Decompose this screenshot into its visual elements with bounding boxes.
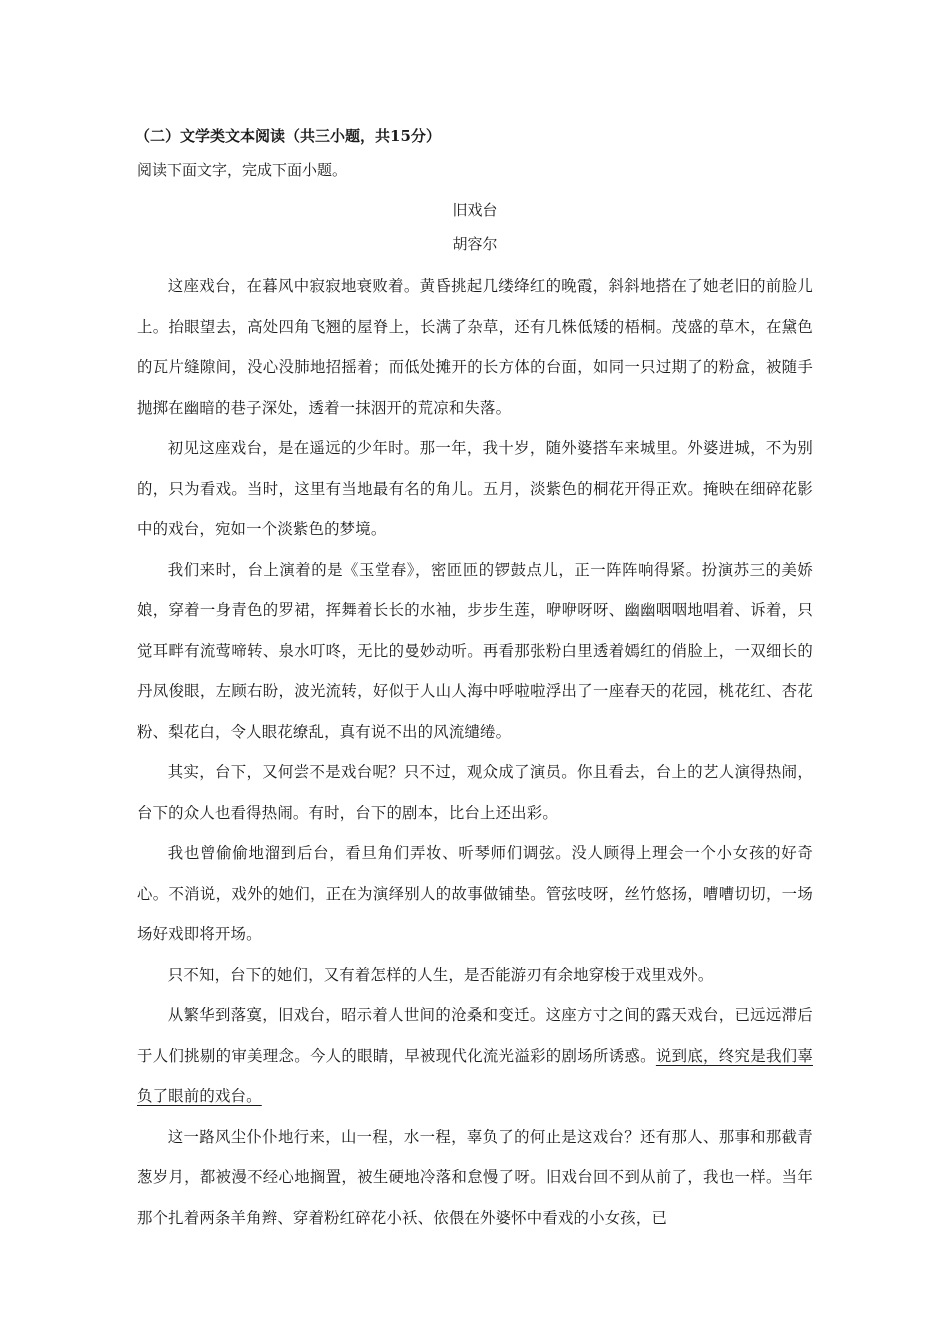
paragraph: 我们来时，台上演着的是《玉堂春》，密匝匝的锣鼓点儿，正一阵阵响得紧。扮演苏三的美娇娘，穿着一身青色的罗裙，挥舞着长长的水袖，步步生莲，咿咿呀呀、幽幽咽咽地唱着、诉着，只觉耳畔有流莺啼转、泉水叮咚，无比的曼妙动听。再看那张粉白里透着嫣红的俏脸上，一双细长的丹凤俊眼，左顾右盼，波光流转，好似于人山人海中呼啦啦浮出了一座春天的花园，桃花红、杏花粉、梨花白，令人眼花缭乱，真有说不出的风流缱绻。 [137, 560, 813, 741]
paragraph: 初见这座戏台，是在遥远的少年时。那一年，我十岁，随外婆搭车来城里。外婆进城，不为别的，只为看戏。当时，这里有当地最有名的角儿。五月，淡紫色的桐花开得正欢。掩映在细碎花影中的戏台，宛如一个淡紫色的梦境。 [137, 439, 813, 538]
paragraph [137, 995, 813, 1117]
paragraph: 我也曾偷偷地溜到后台，看旦角们弄妆、听琴师们调弦。没人顾得上理会一个小女孩的好奇心。不消说，戏外的她们，正在为演绎别人的故事做铺垫。管弦吱呀，丝竹悠扬，嘈嘈切切，一场场好戏即将开场。 [137, 844, 813, 943]
document-page [137, 124, 813, 1238]
reading-instruction: 阅读下面文字，完成下面小题。 [137, 161, 348, 179]
paragraph-text: 从繁华到落寞，旧戏台，昭示着人世间的沧桑和变迁。这座方寸之间的露天戏台，已远远滞后于人们挑剔的审美理念。今人的眼睛，早被现代化流光溢彩的剧场所诱惑。 [137, 1006, 813, 1065]
paragraph: 这一路风尘仆仆地行来，山一程，水一程，辜负了的何止是这戏台？还有那人、那事和那截青葱岁月，都被漫不经心地搁置，被生硬地冷落和怠慢了呀。旧戏台回不到从前了，我也一样。当年那个扎着两条羊角辫、穿着粉红碎花小袄、依偎在外婆怀中看戏的小女孩，已 [137, 1127, 813, 1227]
underlined-sentence: 说到底，终究是我们辜负了眼前的戏台。 [137, 1046, 813, 1105]
article-title: 旧戏台 [452, 201, 498, 219]
article-body [137, 266, 813, 1238]
paragraph: 其实，台下，又何尝不是戏台呢？只不过，观众成了演员。你且看去，台上的艺人演得热闹，台下的众人也看得热闹。有时，台下的剧本，比台上还出彩。 [137, 763, 813, 822]
paragraph: 这座戏台，在暮风中寂寂地衰败着。黄昏挑起几缕绛红的晚霞，斜斜地搭在了她老旧的前脸儿上。抬眼望去，高处四角飞翘的屋脊上，长满了杂草，还有几株低矮的梧桐。茂盛的草木，在黛色的瓦片缝隙间，没心没肺地招摇着；而低处摊开的长方体的台面，如同一只过期了的粉盒，被随手抛掷在幽暗的巷子深处，透着一抹洇开的荒凉和失落。 [137, 277, 813, 417]
article-author: 胡容尔 [452, 235, 498, 253]
section-heading: （二）文学类文本阅读（共三小题，共15分） [135, 127, 441, 145]
paragraph: 只不知，台下的她们，又有着怎样的人生，是否能游刃有余地穿梭于戏里戏外。 [167, 965, 714, 984]
